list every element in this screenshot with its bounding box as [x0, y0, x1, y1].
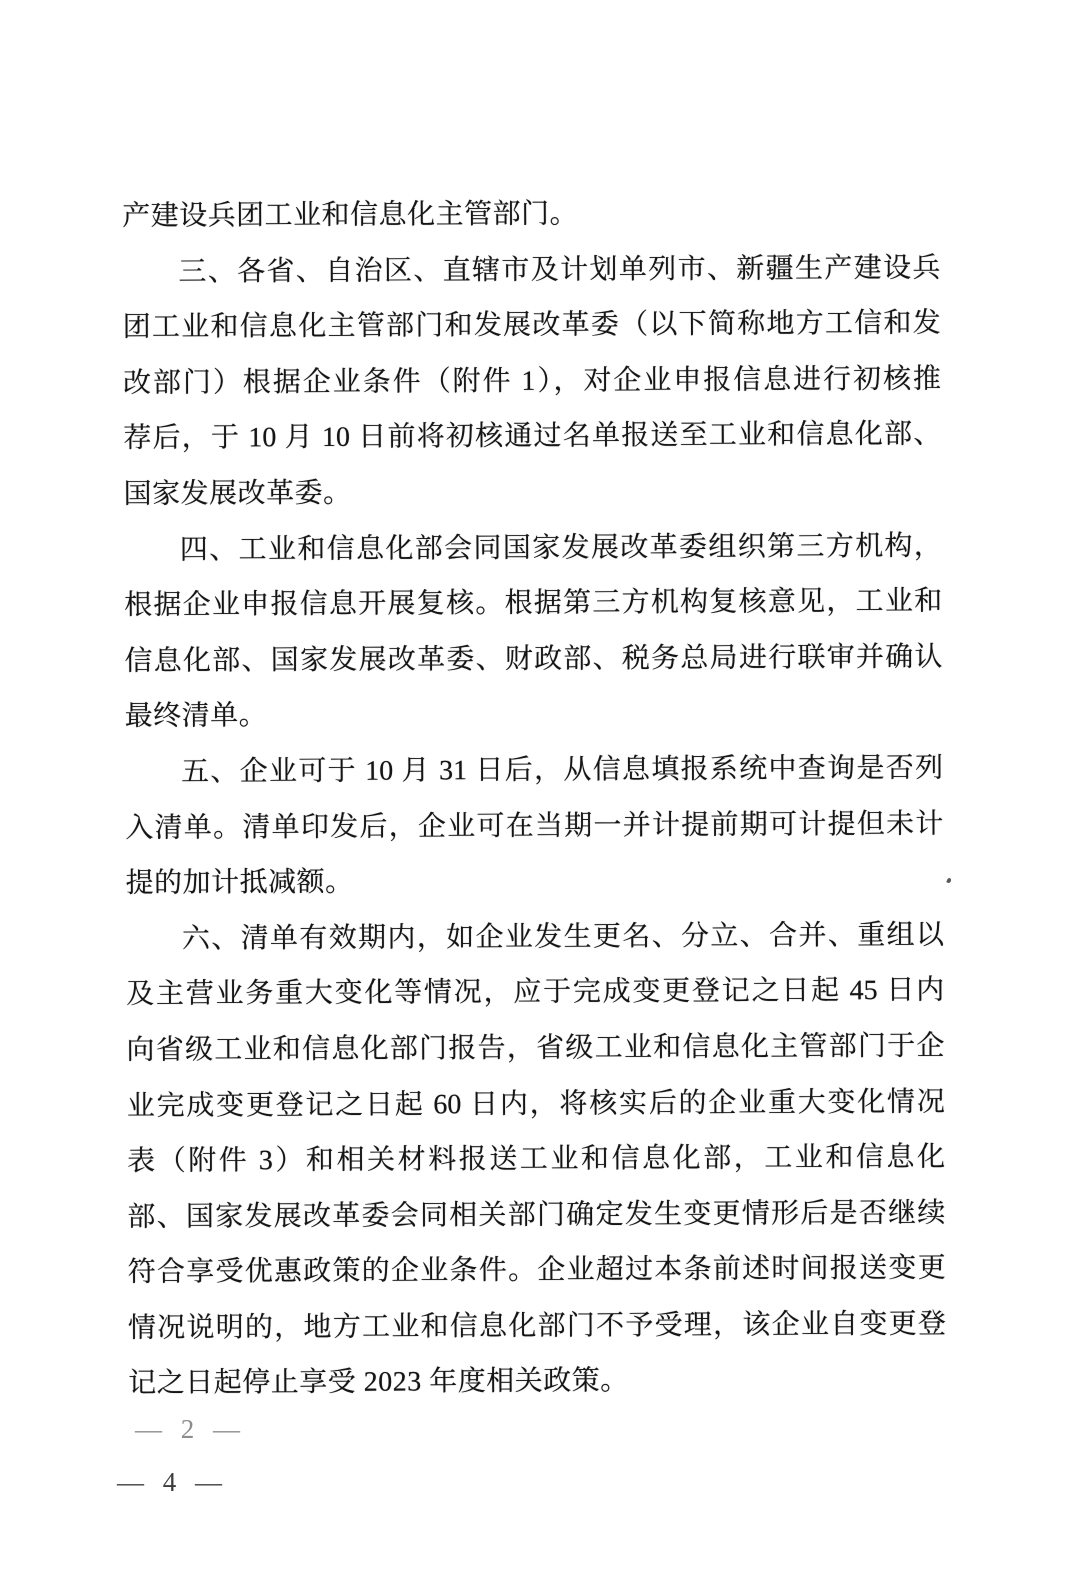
text-line: 信息化部、国家发展改革委、财政部、税务总局进行联审并确认	[124, 641, 943, 677]
text-line: 提的加计抵减额。	[125, 866, 354, 900]
text-line: 四、工业和信息化部会同国家发展改革委组织第三方机构，	[179, 530, 942, 566]
text-line: 记之日起停止享受 2023 年度相关政策。	[128, 1365, 629, 1400]
text-line: 向省级工业和信息化部门报告，省级工业和信息化主管部门于企	[126, 1030, 945, 1066]
text-line: 三、各省、自治区、直辖市及计划单列市、新疆生产建设兵	[178, 252, 941, 288]
text-line: 表（附件 3）和相关材料报送工业和信息化部，工业和信息化	[127, 1141, 946, 1178]
page-number-faint: — 2 —	[135, 1414, 246, 1444]
text-line: 业完成变更登记之日起 60 日内，将核实后的企业重大变化情况	[126, 1086, 945, 1122]
text-line: 及主营业务重大变化等情况，应于完成变更登记之日起 45 日内	[126, 975, 945, 1011]
text-line: 符合享受优惠政策的企业条件。企业超过本条前述时间报送变更	[127, 1252, 946, 1289]
text-line: 六、清单有效期内，如企业发生更名、分立、合并、重组以	[181, 919, 944, 955]
page-number: — 4 —	[117, 1467, 228, 1497]
text-line: 部、国家发展改革委会同相关部门确定发生变更情形后是否继续	[127, 1197, 946, 1233]
scan-speck	[946, 877, 951, 883]
text-line: 团工业和信息化主管部门和发展改革委（以下简称地方工信和发	[122, 307, 941, 344]
document-body	[122, 185, 946, 1412]
text-line: 入清单。清单印发后，企业可在当期一并计提前期可计提但未计	[125, 808, 944, 844]
text-line: 国家发展改革委。	[123, 477, 352, 510]
text-line: 五、企业可于 10 月 31 日后，从信息填报系统中查询是否列	[180, 752, 944, 788]
text-line: 改部门）根据企业条件（附件 1），对企业申报信息进行初核推	[122, 363, 942, 399]
text-line: 最终清单。	[124, 700, 268, 733]
text-line: 产建设兵团工业和信息化主管部门。	[122, 198, 579, 232]
text-line: 情况说明的，地方工业和信息化部门不予受理，该企业自变更登	[127, 1308, 947, 1344]
text-line: 根据企业申报信息开展复核。根据第三方机构复核意见，工业和	[124, 585, 943, 622]
text-line: 荐后，于 10 月 10 日前将初核通过名单报送至工业和信息化部、	[123, 419, 942, 455]
